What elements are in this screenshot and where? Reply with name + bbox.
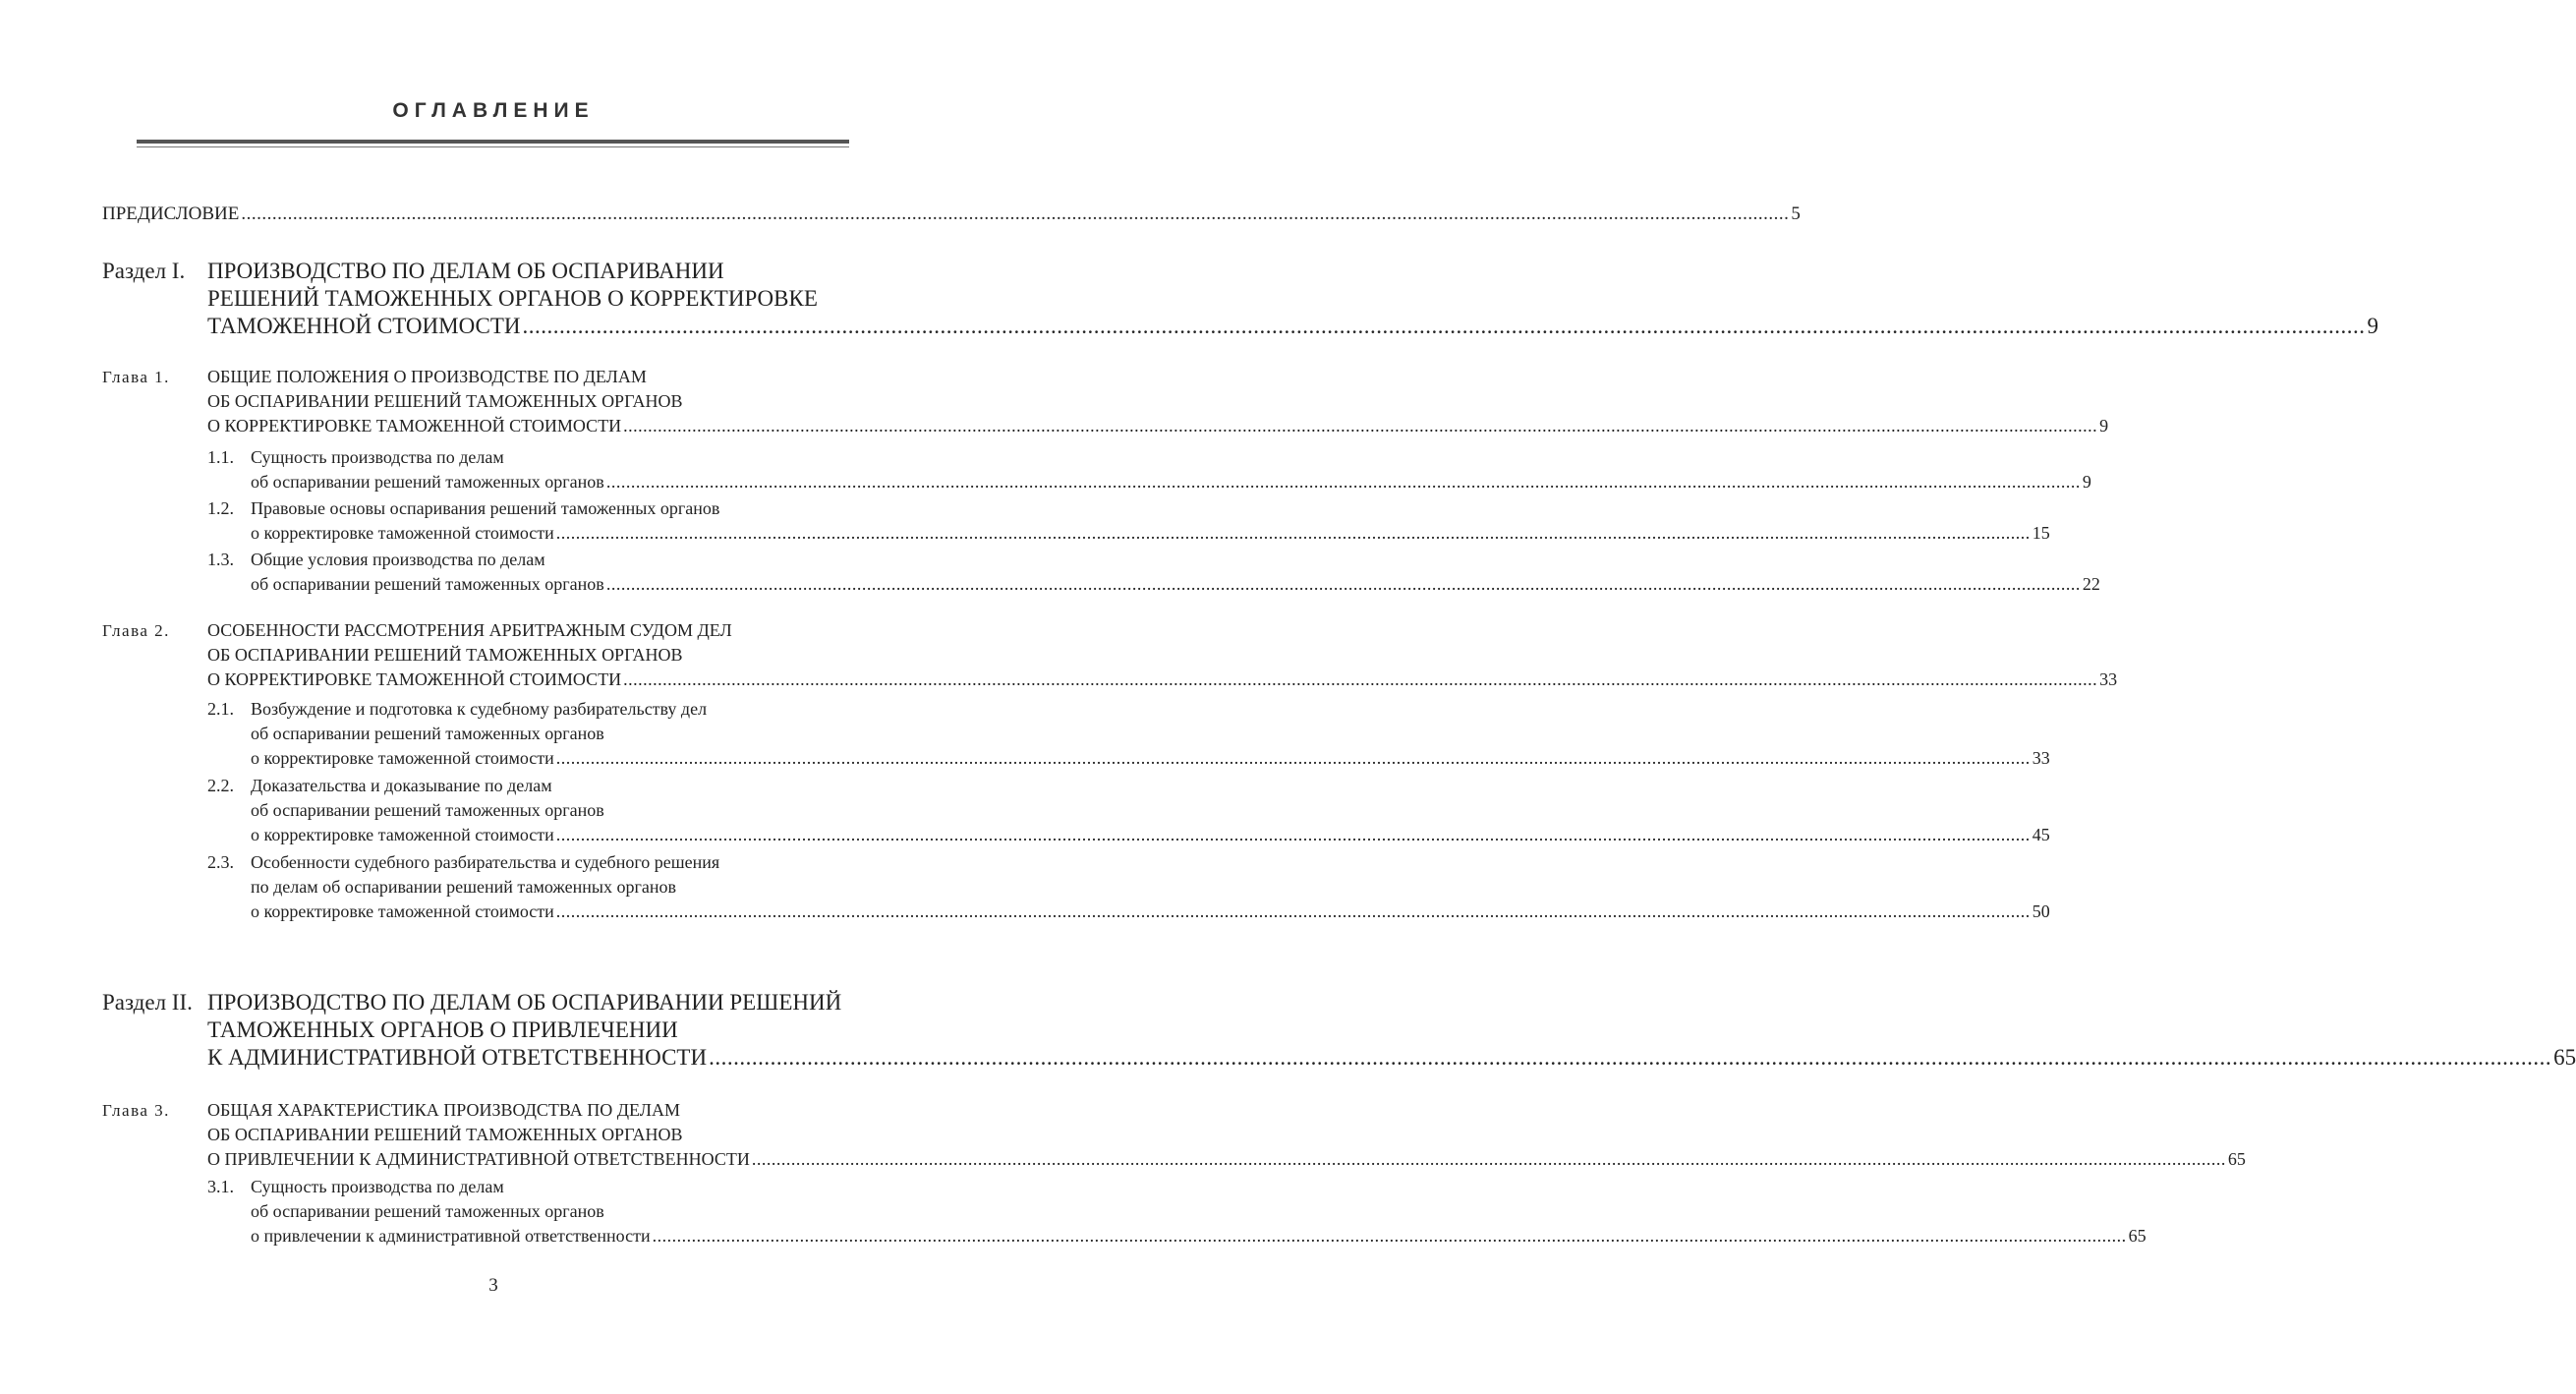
dot-leader: ............................................................................................................................................................................................................................................................................................................ bbox=[605, 574, 2081, 594]
toc-entry-title-line: О КОРРЕКТИРОВКЕ ТАМОЖЕННОЙ СТОИМОСТИ bbox=[207, 669, 622, 689]
toc-entry-page-number: 65 bbox=[2128, 1226, 2147, 1246]
toc-entry-page-number: 33 bbox=[2032, 748, 2050, 768]
toc-entry-page-number: 9 bbox=[2099, 416, 2109, 436]
toc-entry-label: 1.3. bbox=[207, 550, 234, 569]
toc-entry-title-line: по делам об оспаривании решений таможенных органов bbox=[251, 877, 676, 897]
toc-entry-title-line: О КОРРЕКТИРОВКЕ ТАМОЖЕННОЙ СТОИМОСТИ bbox=[207, 416, 622, 436]
dot-leader: ............................................................................................................................................................................................................................................................................................................ bbox=[623, 669, 2098, 689]
toc-entry-label: 3.1. bbox=[207, 1177, 234, 1196]
toc-entry-page-number: 65 bbox=[2553, 1045, 2576, 1070]
toc-entry-title-line: Особенности судебного разбирательства и судебного решения bbox=[251, 852, 720, 872]
dot-leader: ............................................................................................................................................................................................................................................................................................................ bbox=[522, 314, 2366, 338]
toc-entry-page-number: 15 bbox=[2032, 523, 2050, 543]
toc-entry-title-line: ПРОИЗВОДСТВО ПО ДЕЛАМ ОБ ОСПАРИВАНИИ bbox=[207, 259, 724, 283]
toc-entry-title-line: Сущность производства по делам bbox=[251, 447, 504, 467]
toc-entry-label: 1.2. bbox=[207, 498, 234, 518]
toc-entry-title-line: ТАМОЖЕННОЙ СТОИМОСТИ bbox=[207, 314, 521, 338]
toc-entry-page-number: 45 bbox=[2032, 825, 2050, 844]
toc-entry-page-number: 5 bbox=[1791, 203, 1801, 224]
toc-entry-page-number: 50 bbox=[2032, 901, 2050, 921]
toc-entry-title-line: РЕШЕНИЙ ТАМОЖЕННЫХ ОРГАНОВ О КОРРЕКТИРОВКЕ bbox=[207, 286, 818, 311]
title-rule-thick bbox=[137, 140, 849, 144]
toc-entry-title-line: о корректировке таможенной стоимости bbox=[251, 901, 554, 921]
toc-entry-page-number: 33 bbox=[2099, 669, 2118, 689]
page-title: ОГЛАВЛЕНИЕ bbox=[392, 99, 595, 122]
dot-leader: ............................................................................................................................................................................................................................................................................................................ bbox=[555, 901, 2031, 921]
toc-entry-label: Глава 2. bbox=[102, 621, 170, 640]
toc-entry-title-line: Общие условия производства по делам bbox=[251, 550, 545, 569]
toc-entry-title-line: Правовые основы оспаривания решений таможенных органов bbox=[251, 498, 720, 518]
toc-entry-title-line: об оспаривании решений таможенных органов bbox=[251, 1201, 604, 1221]
toc-entry-title-line: ОБЩАЯ ХАРАКТЕРИСТИКА ПРОИЗВОДСТВА ПО ДЕЛАМ bbox=[207, 1100, 680, 1120]
toc-entry-title-line: ОСОБЕННОСТИ РАССМОТРЕНИЯ АРБИТРАЖНЫМ СУДОМ ДЕЛ bbox=[207, 620, 732, 640]
dot-leader: ............................................................................................................................................................................................................................................................................................................ bbox=[555, 523, 2031, 543]
toc-entry-label: Раздел I. bbox=[102, 259, 186, 283]
toc-entry-title-line: об оспаривании решений таможенных органов bbox=[251, 472, 604, 492]
toc-entry-title-line: ПРЕДИСЛОВИЕ bbox=[102, 203, 240, 224]
toc-entry-label: 2.2. bbox=[207, 776, 234, 795]
toc-entry-title-line: Возбуждение и подготовка к судебному разбирательству дел bbox=[251, 699, 708, 719]
dot-leader: ............................................................................................................................................................................................................................................................................................................ bbox=[652, 1226, 2127, 1246]
toc-entry-title-line: Сущность производства по делам bbox=[251, 1177, 504, 1196]
toc-entry-title-line: ОБ ОСПАРИВАНИИ РЕШЕНИЙ ТАМОЖЕННЫХ ОРГАНОВ bbox=[207, 645, 683, 665]
toc-entry-label: Раздел II. bbox=[102, 990, 193, 1015]
toc-entry-title-line: ТАМОЖЕННЫХ ОРГАНОВ О ПРИВЛЕЧЕНИИ bbox=[207, 1017, 678, 1042]
toc-entry-title-line: К АДМИНИСТРАТИВНОЙ ОТВЕТСТВЕННОСТИ bbox=[207, 1045, 708, 1070]
toc-entry-title-line: об оспаривании решений таможенных органов bbox=[251, 800, 604, 820]
toc-entry-title-line: ПРОИЗВОДСТВО ПО ДЕЛАМ ОБ ОСПАРИВАНИИ РЕШЕНИЙ bbox=[207, 990, 842, 1015]
toc-entry-title-line: ОБ ОСПАРИВАНИИ РЕШЕНИЙ ТАМОЖЕННЫХ ОРГАНОВ bbox=[207, 391, 683, 411]
toc-entry-title-line: об оспаривании решений таможенных органов bbox=[251, 574, 604, 594]
dot-leader: ............................................................................................................................................................................................................................................................................................................ bbox=[555, 825, 2031, 844]
toc-entry-label: Глава 3. bbox=[102, 1101, 170, 1120]
toc-entry-page-number: 65 bbox=[2227, 1149, 2246, 1169]
toc-entry-page-number: 9 bbox=[2367, 314, 2378, 338]
dot-leader: ............................................................................................................................................................................................................................................................................................................ bbox=[623, 416, 2098, 436]
toc-entry-title-line: о привлечении к административной ответственности bbox=[251, 1226, 651, 1246]
dot-leader: ............................................................................................................................................................................................................................................................................................................ bbox=[709, 1045, 2552, 1070]
toc-entry-title-line: о корректировке таможенной стоимости bbox=[251, 825, 554, 844]
toc-entry-page-number: 22 bbox=[2082, 574, 2100, 594]
dot-leader: ............................................................................................................................................................................................................................................................................................................ bbox=[751, 1149, 2226, 1169]
toc-entry-label: 1.1. bbox=[207, 447, 234, 467]
title-rule-thin bbox=[137, 146, 849, 147]
toc-entry-title-line: о корректировке таможенной стоимости bbox=[251, 748, 554, 768]
toc-entry-label: Глава 1. bbox=[102, 368, 170, 386]
dot-leader: ............................................................................................................................................................................................................................................................................................................ bbox=[555, 748, 2031, 768]
toc-entry-title-line: Доказательства и доказывание по делам bbox=[251, 776, 552, 795]
toc-entry-title-line: О ПРИВЛЕЧЕНИИ К АДМИНИСТРАТИВНОЙ ОТВЕТСТВЕННОСТИ bbox=[207, 1149, 750, 1169]
toc-entry-title-line: об оспаривании решений таможенных органов bbox=[251, 724, 604, 743]
toc-entry-page-number: 9 bbox=[2082, 472, 2091, 492]
toc-entry-title-line: о корректировке таможенной стоимости bbox=[251, 523, 554, 543]
toc-entry-label: 2.1. bbox=[207, 699, 234, 719]
page-number: 3 bbox=[488, 1275, 498, 1296]
toc-entry-title-line: ОБЩИЕ ПОЛОЖЕНИЯ О ПРОИЗВОДСТВЕ ПО ДЕЛАМ bbox=[207, 367, 647, 386]
toc-entry-label: 2.3. bbox=[207, 852, 234, 872]
dot-leader: ............................................................................................................................................................................................................................................................................................................ bbox=[241, 203, 1790, 224]
toc-entry-title-line: ОБ ОСПАРИВАНИИ РЕШЕНИЙ ТАМОЖЕННЫХ ОРГАНОВ bbox=[207, 1125, 683, 1144]
dot-leader: ............................................................................................................................................................................................................................................................................................................ bbox=[605, 472, 2081, 492]
